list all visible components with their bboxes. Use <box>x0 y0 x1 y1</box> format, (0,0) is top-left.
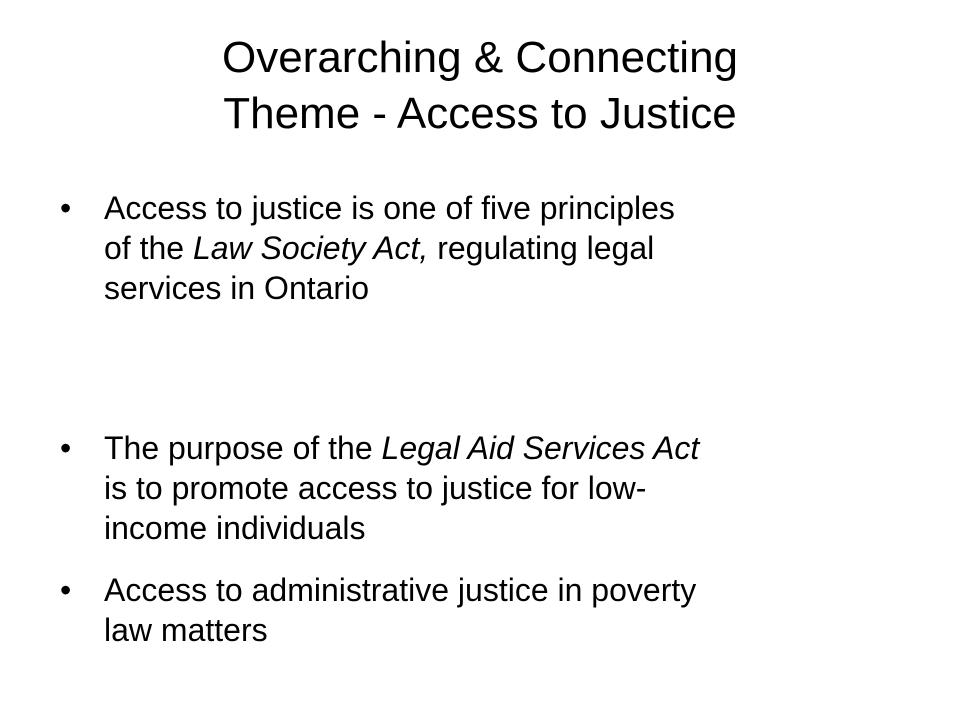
bullet-text-line: law matters <box>104 612 268 648</box>
bullet-icon: • <box>60 430 72 466</box>
title-line-2: Theme - Access to Justice <box>223 89 737 138</box>
bullet-text-line <box>104 228 920 268</box>
bullet-icon: • <box>60 572 72 608</box>
act-name-italic: Law Society Act, <box>192 230 429 266</box>
bullet-text-line: is to promote access to justice for low- <box>104 470 647 506</box>
bullet-item-administrative-justice <box>60 570 920 650</box>
slide-title <box>48 30 912 142</box>
title-line-1: Overarching & Connecting <box>221 33 739 82</box>
act-name-italic: Legal Aid Services Act <box>381 430 700 466</box>
bullet-item-law-society-act <box>60 188 920 308</box>
bullet-text-line: services in Ontario <box>104 270 369 306</box>
bullet-text-line: income individuals <box>104 510 366 546</box>
bullet-text-line: Access to justice is one of five principles <box>104 190 675 226</box>
bullet-text-line: Access to administrative justice in poverty <box>104 572 697 608</box>
text-segment: The purpose of the <box>104 430 382 466</box>
bullet-item-legal-aid-act <box>60 428 920 548</box>
bullet-text-line <box>104 428 920 468</box>
text-segment: regulating legal <box>428 230 655 266</box>
text-segment: of the <box>104 230 193 266</box>
bullet-icon: • <box>60 190 72 226</box>
bullet-list <box>60 188 920 650</box>
